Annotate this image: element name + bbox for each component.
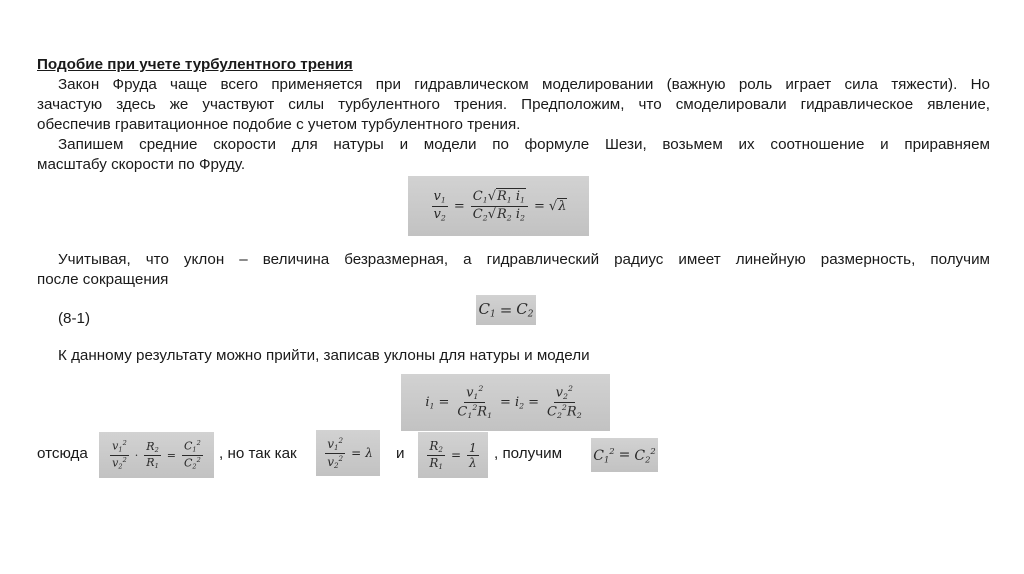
word-i: и [396, 445, 405, 462]
paragraph-1-line-1: Закон Фруда чаще всего применяется при гидравлическом моделировании (важную роль играет сила тяжести). Но [58, 76, 990, 93]
paragraph-2-line-2: масштабу скорости по Фруду. [37, 156, 246, 173]
word-otsyuda: отсюда [37, 445, 88, 462]
paragraph-4: К данному результату можно прийти, записав уклоны для натуры и модели [58, 347, 590, 364]
paragraph-3-line-1: Учитывая, что уклон – величина безразмерная, а гидравлический радиус имеет линейную размерность, получим [58, 251, 990, 268]
equation-number: (8-1) [58, 310, 91, 327]
formula-velocity-squared-ratio: $\frac{v_1^2}{v_2^2}$ = λ [316, 430, 380, 476]
formula-radius-ratio: $\frac{R_2}{R_1}$ = $\frac{1}{\lambda}$ [418, 432, 488, 478]
formula-c1-equals-c2: $C_1$ = $C_2$ [476, 295, 536, 325]
paragraph-2-line-1: Запишем средние скорости для натуры и модели по формуле Шези, возьмем их соотношение и приравняем [58, 136, 990, 153]
formula-chezy-ratio: $\frac{v_1}{v_2}$ = $\frac{C_1√R_1 i_1}{C_2√R_2 i_2}$ = √λ [408, 176, 589, 236]
section-title: Подобие при учете турбулентного трения [37, 56, 353, 73]
paragraph-1-line-2: зачастую здесь же участвуют силы турбулентного трения. Предположим, что смоделировали гидравлическое явление, [37, 96, 990, 113]
paragraph-1-line-3: обеспечив гравитационное подобие с учетом турбулентного трения. [37, 116, 521, 133]
formula-c-squared-equal: $C_1^2$ = $C_2^2$ [591, 438, 658, 472]
phrase-poluchim: , получим [494, 445, 563, 462]
formula-ratio-derivation: $\frac{v_1^2}{v_2^2}$ · $\frac{R_2}{R_1}$ = $\frac{C_1^2}{C_2^2}$ [99, 432, 214, 478]
phrase-no-tak-kak: , но так как [219, 445, 297, 462]
paragraph-3-line-2: после сокращения [37, 271, 169, 288]
formula-slopes: $i_1$ = $\frac{v_1^2}{C_1^2R_1}$ = $i_2$ = $\frac{v_2^2}{C_2^2R_2}$ [401, 374, 610, 431]
